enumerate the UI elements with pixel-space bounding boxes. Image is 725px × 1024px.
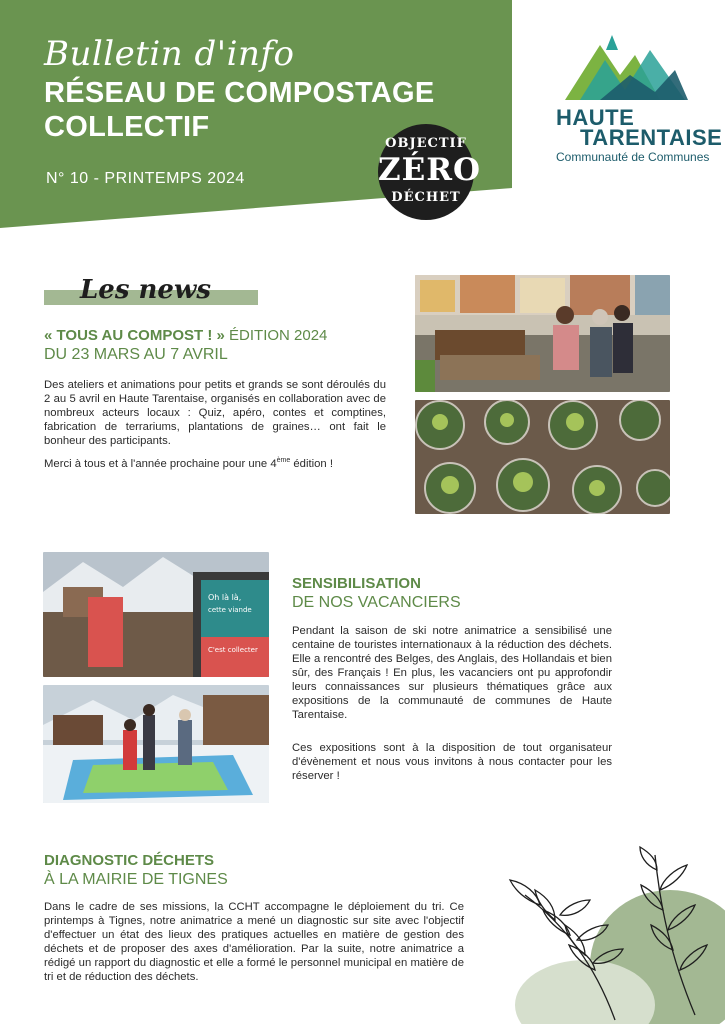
logo-text-haute: HAUTE [556,105,635,130]
issue-label: N° 10 - PRINTEMPS 2024 [46,170,245,187]
diagnostic-paragraph: Dans le cadre de ses missions, la CCHT accompagne le déploiement du tri. Ce printemps à Tignes, notre animatrice a mené un diagnostic sur site avec l'objectif d'effectuer un état des lieux des pratiques actuelles en matière de gestion des déchets et de proposer des axes d'amélioration. Par la suite, notre animatrice a rédigé un rapport du diagnostic et elle a formé le personnel municipal en matière de tri et de réduction des déchets. [44,901,464,983]
badge-line1: OBJECTIF [385,136,467,151]
news-thanks [44,454,386,471]
news-thanks-sup: ème [276,457,291,464]
bulletin-script-title: Bulletin d'info [44,34,295,74]
awareness-subtitle: DE NOS VACANCIERS [292,594,461,611]
photo-compost-stand [415,275,670,392]
svg-text:cette viande: cette viande [208,606,252,614]
page-title: RÉSEAU DE COMPOSTAGE COLLECTIF [44,77,435,143]
badge-line3: DÉCHET [391,190,461,205]
photo-terrariums [415,400,670,514]
photo-exhibition-posters [43,552,269,677]
news-title-suffix: ÉDITION 2024 [224,327,328,344]
leaf-decoration-icon [495,845,725,1024]
svg-text:C'est collecter: C'est collecter [208,646,258,654]
svg-text:Oh là là,: Oh là là, [208,593,242,602]
mountain-logo-icon [560,30,690,110]
diagnostic-subtitle: À LA MAIRIE DE TIGNES [44,871,228,888]
awareness-paragraph-1: Pendant la saison de ski notre animatrice a sensibilisé une centaine de touristes internationaux à la réduction des déchets. Elle a rencontré des Belges, des Anglais, des Hollandais et bien sûr, des Français ! En plus, les vacanciers ont pu approfondir leurs connaissances sur plusieurs thématiques grâce aux expositions de la communauté de communes de Haute Tarentaise. [292,625,612,721]
zero-dechet-badge [378,124,482,220]
diagnostic-title: DIAGNOSTIC DÉCHETS [44,852,215,869]
news-subtitle: DU 23 MARS AU 7 AVRIL [44,346,228,363]
awareness-paragraph-2: Ces expositions sont à la disposition de tout organisateur d'évènement et nous vous invitons à nous contacter pour les réserver ! [292,742,612,782]
section-label-news: Les news [80,275,211,305]
photo-snow-game [43,685,269,803]
badge-line2: ZÉRO [378,152,482,188]
news-title [44,327,327,344]
news-thanks-after: édition ! [290,457,333,470]
logo-text-communaute: Communauté de Communes [556,150,710,164]
news-title-bold: « TOUS AU COMPOST ! » [44,327,225,344]
news-thanks-before: Merci à tous et à l'année prochaine pour une 4 [44,457,277,470]
news-paragraph: Des ateliers et animations pour petits et grands se sont déroulés du 2 au 5 avril en Haute Tarentaise, organisés en collaboration avec de nombreux acteurs locaux : Quiz, apéro, contes et comptines, fabrication de terrariums, plantations de graines… ont fait le bonheur des participants. [44,379,386,447]
awareness-title: SENSIBILISATION [292,575,421,592]
logo-text-tarentaise: TARENTAISE [580,125,723,150]
